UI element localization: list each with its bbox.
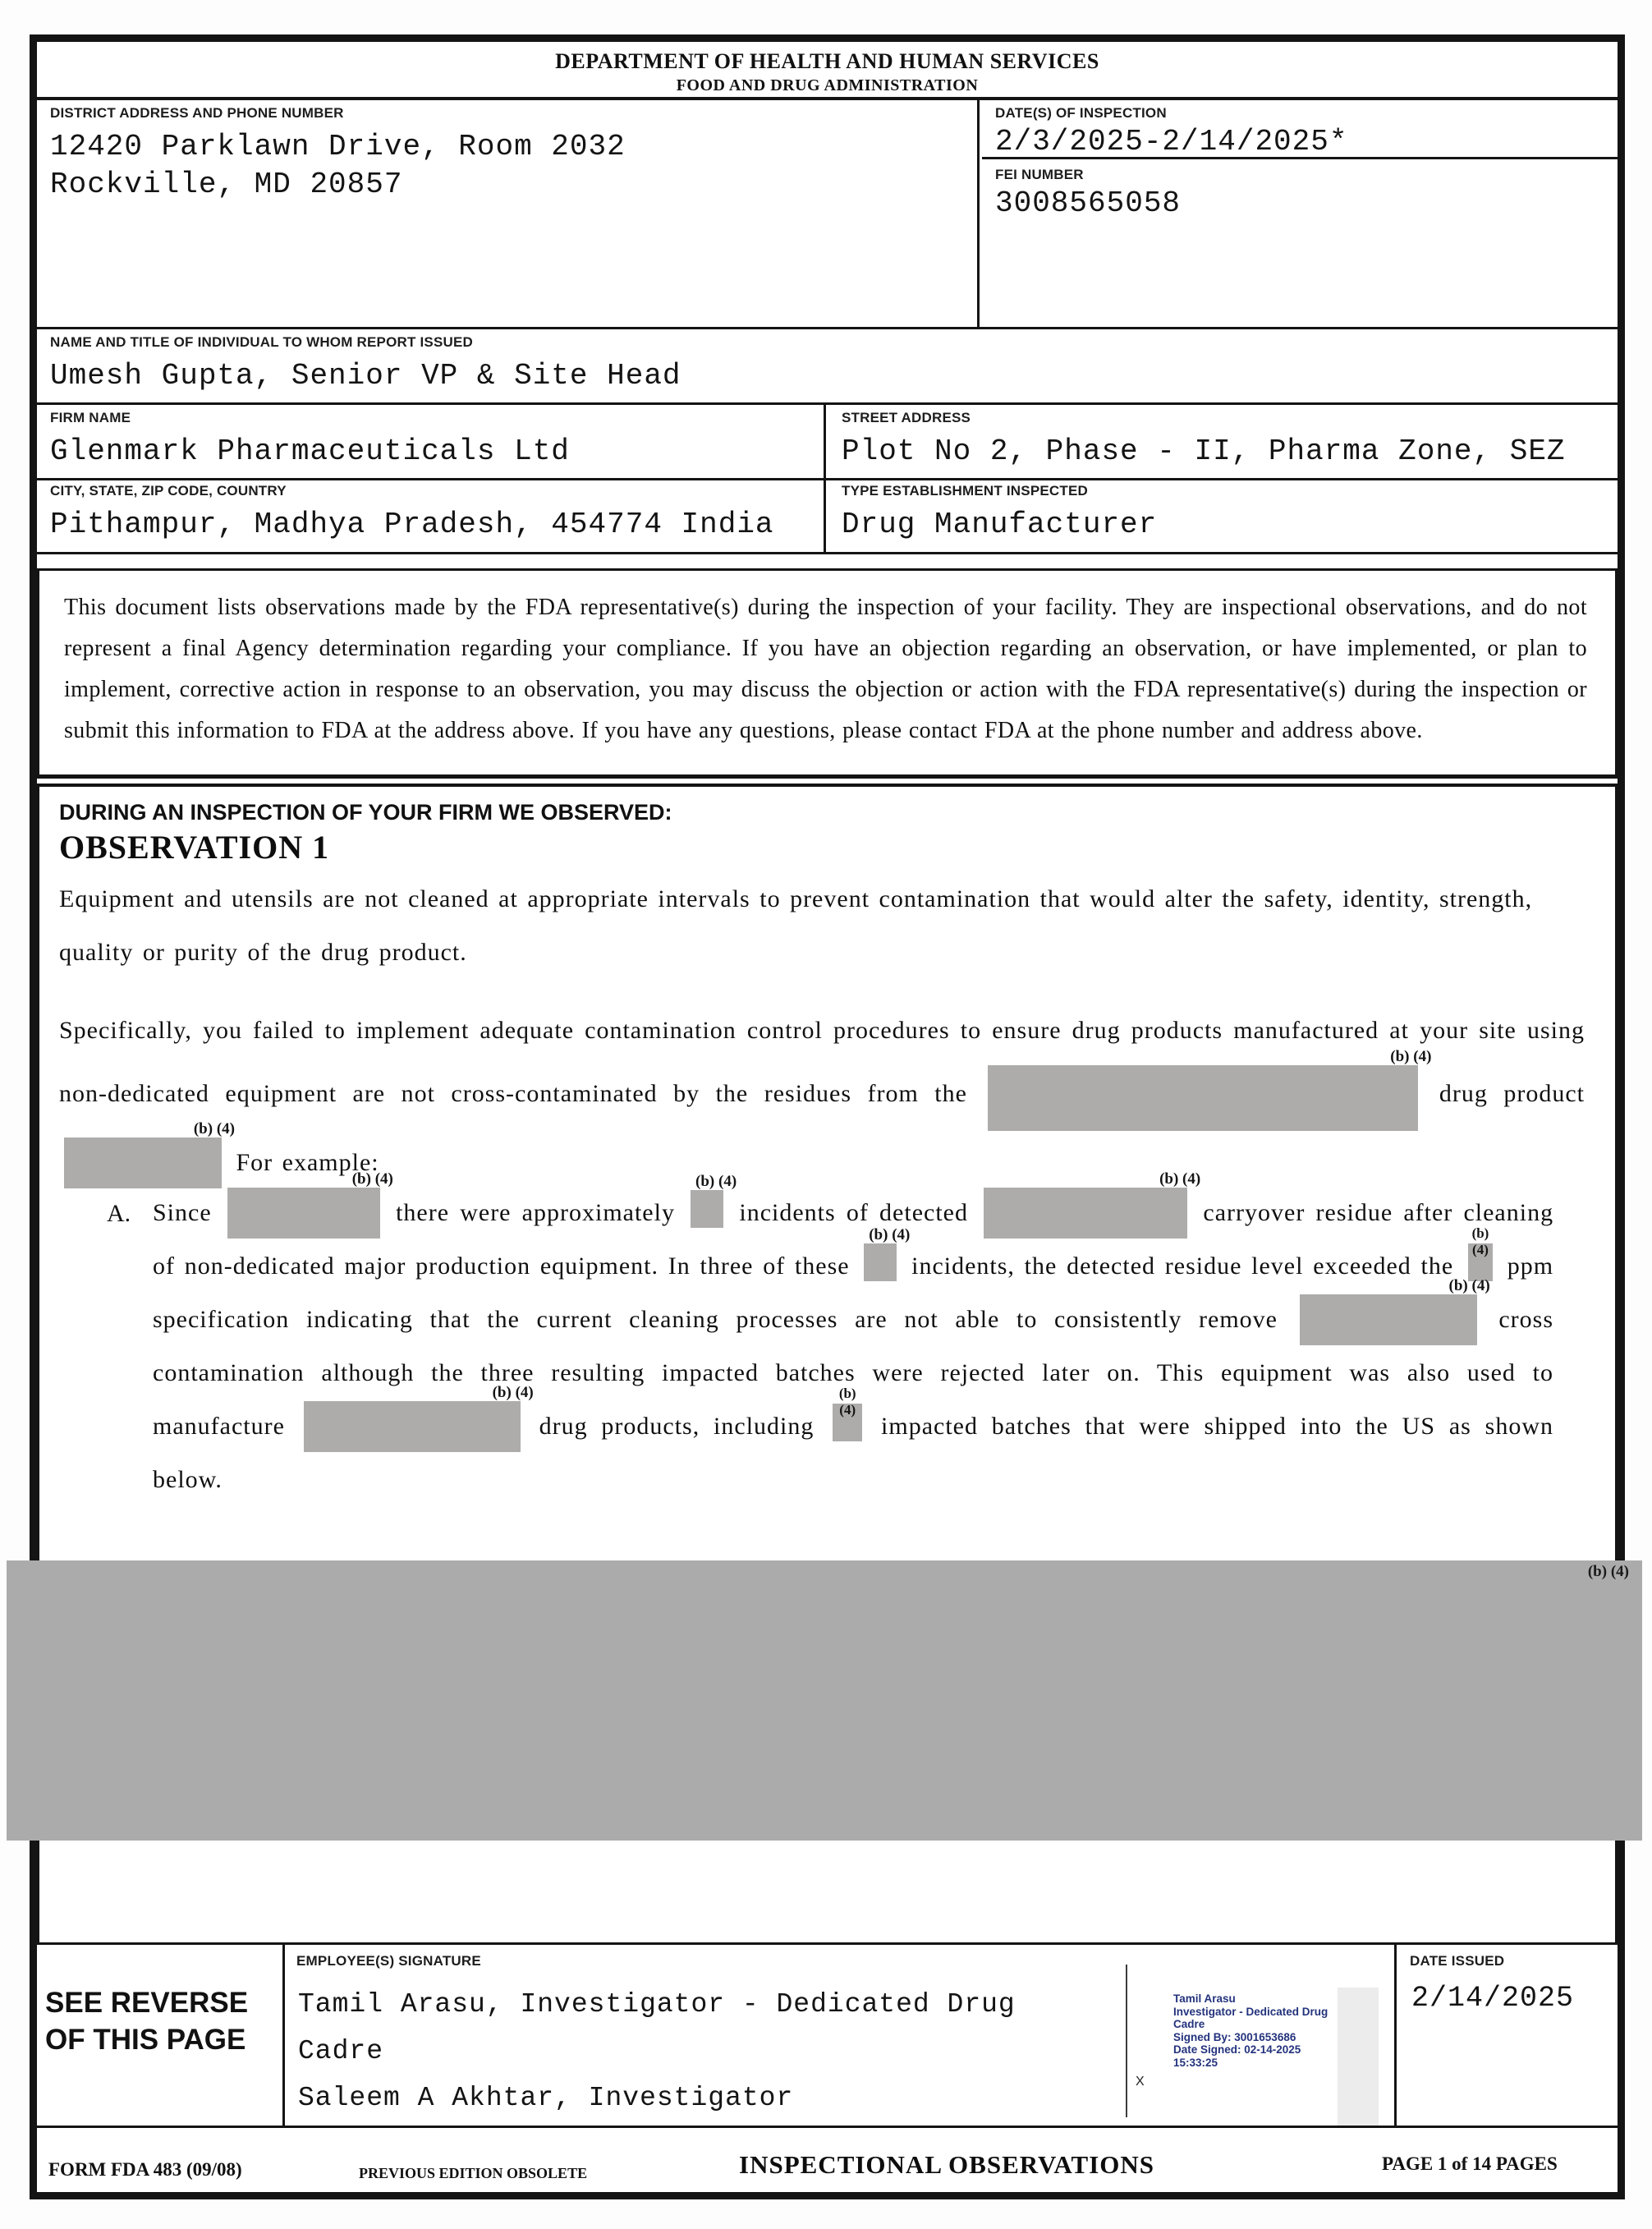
fei-number-label: FEI NUMBER bbox=[995, 167, 1084, 182]
form-header bbox=[37, 42, 1618, 100]
firm-name-value: Glenmark Pharmaceuticals Ltd bbox=[50, 434, 570, 468]
redaction-tag: (b) (4) bbox=[1448, 1277, 1490, 1294]
signature-name-line: Cadre bbox=[298, 2036, 384, 2066]
inspection-dates-cell bbox=[982, 100, 1618, 159]
detail-text-segment: Specifically, you failed to implement adequate contamination control procedures to ensure drug products manufactured at your site using non-dedicated equipment are not cross-contaminated by the residues from the bbox=[59, 1017, 1585, 1107]
item-a-text-segment: Since bbox=[153, 1199, 212, 1226]
see-reverse-line1: SEE REVERSE bbox=[45, 1987, 249, 2019]
redaction-box bbox=[227, 1170, 393, 1239]
stamp-line: 15:33:25 bbox=[1173, 2056, 1218, 2069]
fei-number-value: 3008565058 bbox=[995, 186, 1182, 220]
form-page bbox=[30, 34, 1625, 2199]
city-type-row bbox=[37, 478, 1618, 554]
observation-title: OBSERVATION 1 bbox=[59, 829, 330, 866]
report-issued-to-row bbox=[37, 329, 1618, 405]
redaction-tag: (b) (4) bbox=[695, 1173, 737, 1190]
see-reverse-line2: OF THIS PAGE bbox=[45, 2024, 246, 2056]
inspection-dates-value: 2/3/2025-2/14/2025* bbox=[995, 125, 1348, 159]
report-issued-to-value: Umesh Gupta, Senior VP & Site Head bbox=[50, 359, 681, 393]
redaction-tag: (b) (4) bbox=[838, 1386, 856, 1418]
stamp-line: Signed By: 3001653686 bbox=[1173, 2030, 1296, 2043]
redaction-box bbox=[64, 1120, 235, 1188]
fei-number-cell bbox=[982, 162, 1618, 327]
employee-signature-label: EMPLOYEE(S) SIGNATURE bbox=[296, 1953, 481, 1969]
redaction-tag: (b) (4) bbox=[1471, 1225, 1489, 1257]
redaction-box bbox=[304, 1384, 534, 1452]
detail-text-segment: For example: bbox=[236, 1149, 379, 1176]
redaction-box bbox=[833, 1386, 862, 1441]
stamp-line: Tamil Arasu bbox=[1173, 1992, 1236, 2005]
observation-item-a bbox=[107, 1170, 1554, 1506]
redaction-tag: (b) (4) bbox=[1587, 1563, 1629, 1580]
redaction-box bbox=[691, 1173, 737, 1228]
info-row-district-dates bbox=[37, 100, 1618, 329]
district-address-line1: 12420 Parklawn Drive, Room 2032 bbox=[50, 130, 626, 163]
establishment-type-value: Drug Manufacturer bbox=[842, 508, 1158, 541]
redaction-box bbox=[1468, 1225, 1493, 1281]
observation-detail-paragraph bbox=[59, 999, 1585, 1194]
item-a-text-segment: impacted batches that were shipped into the US as shown below. bbox=[153, 1413, 1553, 1493]
stamp-line: Investigator - Dedicated Drug bbox=[1173, 2005, 1328, 2018]
establishment-type-label: TYPE ESTABLISHMENT INSPECTED bbox=[842, 483, 1088, 499]
see-reverse-cell bbox=[37, 1945, 285, 2126]
redaction-box bbox=[864, 1226, 911, 1281]
large-redaction-block bbox=[7, 1560, 1642, 1841]
observation-intro: DURING AN INSPECTION OF YOUR FIRM WE OBSERVED: bbox=[59, 800, 672, 825]
item-a-label: A. bbox=[107, 1200, 131, 1227]
redaction-tag: (b) (4) bbox=[869, 1226, 911, 1243]
sub-agency-title: FOOD AND DRUG ADMINISTRATION bbox=[676, 76, 979, 94]
page-indicator: PAGE 1 of 14 PAGES bbox=[1382, 2153, 1558, 2174]
redaction-tag: (b) (4) bbox=[193, 1120, 235, 1137]
date-issued-label: DATE ISSUED bbox=[1410, 1953, 1505, 1969]
signature-name-line: Saleem A Akhtar, Investigator bbox=[298, 2083, 794, 2113]
report-issued-to-label: NAME AND TITLE OF INDIVIDUAL TO WHOM REPORT ISSUED bbox=[50, 334, 473, 350]
form-number: FORM FDA 483 (09/08) bbox=[48, 2159, 242, 2180]
signature-row bbox=[37, 1942, 1618, 2128]
establishment-type-cell bbox=[828, 478, 1618, 552]
date-issued-divider bbox=[1394, 1945, 1397, 2126]
item-a-text-segment: cross contamination although the three resulting impacted batches were rejected later on. This equipment was also used to manufacture bbox=[153, 1306, 1553, 1440]
firm-name-label: FIRM NAME bbox=[50, 410, 131, 425]
redaction-box bbox=[984, 1170, 1201, 1239]
street-address-label: STREET ADDRESS bbox=[842, 410, 971, 425]
district-address-line2: Rockville, MD 20857 bbox=[50, 168, 403, 201]
observation-lead-text: Equipment and utensils are not cleaned at appropriate intervals to prevent contamination that would alter the safety, identity, strength, quality or purity of the drug product. bbox=[59, 885, 1533, 966]
stamp-line: Date Signed: 02-14-2025 bbox=[1173, 2043, 1301, 2056]
disclaimer-box bbox=[37, 568, 1618, 779]
item-a-text-segment: there were approximately bbox=[396, 1199, 675, 1226]
item-a-text-segment: carryover residue after cleaning of non-dedicated major production equipment. In three of these bbox=[153, 1199, 1554, 1280]
item-a-text-segment: incidents of detected bbox=[739, 1199, 968, 1226]
city-state-value: Pithampur, Madhya Pradesh, 454774 India bbox=[50, 508, 774, 541]
redaction-tag: (b) (4) bbox=[351, 1170, 393, 1188]
item-a-text-segment: drug products, including bbox=[539, 1413, 815, 1440]
signature-name-line: Tamil Arasu, Investigator - Dedicated Drug bbox=[298, 1989, 1016, 2020]
item-a-text-segment: ppm specification indicating that the current cleaning processes are not able to consistently remove bbox=[153, 1252, 1554, 1333]
agency-title: DEPARTMENT OF HEALTH AND HUMAN SERVICES bbox=[555, 49, 1099, 73]
street-address-cell bbox=[828, 405, 1618, 478]
employee-signature-names bbox=[298, 1981, 1127, 2121]
item-a-text-segment: incidents, the detected residue level exceeded the bbox=[911, 1252, 1454, 1280]
city-state-label: CITY, STATE, ZIP CODE, COUNTRY bbox=[50, 483, 287, 499]
disclaimer-text: This document lists observations made by the FDA representative(s) during the inspection of your facility. They are inspectional observations, and do not represent a final Agency determination regarding your compliance. If you have an objection regarding an observation, or have implemented, or plan to implement, corrective action in response to an observation, you may discuss the objection or action with the FDA representative(s) during the inspection or submit this information to FDA at the address above. If you have any questions, please contact FDA at the phone number and address above. bbox=[64, 595, 1587, 743]
firm-street-row bbox=[37, 405, 1618, 480]
signature-widget-divider bbox=[1126, 1965, 1127, 2117]
signature-x-mark: X bbox=[1136, 2075, 1145, 2089]
edition-note: PREVIOUS EDITION OBSOLETE bbox=[359, 2165, 588, 2181]
signature-scroll-strip bbox=[1338, 1988, 1379, 2126]
redaction-tag: (b) (4) bbox=[492, 1384, 534, 1401]
stamp-line: Cadre bbox=[1173, 2018, 1205, 2030]
redaction-tag: (b) (4) bbox=[1159, 1170, 1201, 1188]
inspection-dates-label: DATE(S) OF INSPECTION bbox=[995, 105, 1167, 121]
redaction-box bbox=[1300, 1277, 1490, 1345]
firm-name-cell bbox=[37, 405, 826, 478]
form-footer bbox=[37, 2128, 1618, 2192]
detail-text-segment: drug product bbox=[1439, 1080, 1585, 1107]
redaction-tag: (b) (4) bbox=[1390, 1048, 1432, 1065]
district-address-label: DISTRICT ADDRESS AND PHONE NUMBER bbox=[50, 105, 344, 121]
redaction-box bbox=[988, 1048, 1432, 1131]
item-a-paragraph bbox=[153, 1170, 1554, 1506]
date-issued-value: 2/14/2025 bbox=[1411, 1982, 1575, 2015]
district-address-cell bbox=[37, 100, 980, 327]
form-title: INSPECTIONAL OBSERVATIONS bbox=[739, 2150, 1154, 2179]
street-address-value: Plot No 2, Phase - II, Pharma Zone, SEZ bbox=[842, 434, 1566, 468]
city-state-cell bbox=[37, 478, 826, 552]
